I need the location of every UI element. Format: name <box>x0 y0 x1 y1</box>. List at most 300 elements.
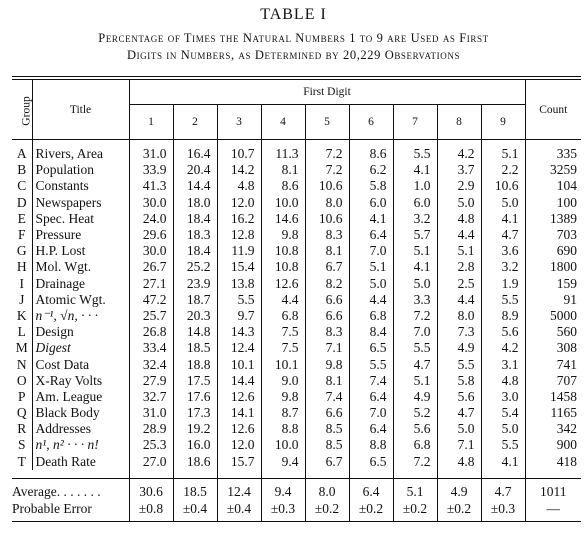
header-row-1 <box>12 80 581 105</box>
digit-4-percent: 9.8 <box>261 227 305 243</box>
row-count: 900 <box>556 437 577 453</box>
digit-3-percent: 12.4 <box>217 340 261 356</box>
digit-4-percent: 8.1 <box>261 162 305 178</box>
digit-7-percent: 4.9 <box>393 389 437 405</box>
table-row <box>12 373 581 389</box>
row-group-letter: H <box>12 259 32 275</box>
digit-header-6: 6 <box>349 105 393 140</box>
digit-3-percent: 14.4 <box>217 373 261 389</box>
group-header: Group <box>12 80 32 140</box>
digit-3-percent: 14.1 <box>217 405 261 421</box>
digit-8-percent: 7.3 <box>437 324 481 340</box>
digit-2-percent: 16.4 <box>173 146 217 162</box>
digit-8-percent: 3.7 <box>437 162 481 178</box>
digit-6-percent: 7.0 <box>349 243 393 259</box>
digit-6-percent: 5.8 <box>349 178 393 194</box>
digit-8-percent: 2.5 <box>437 276 481 292</box>
digit-2-percent: 23.9 <box>173 276 217 292</box>
average-row-digit-9: 4.7 <box>481 483 525 500</box>
digit-5-percent: 10.6 <box>305 178 349 194</box>
digit-8-percent: 4.2 <box>437 146 481 162</box>
digit-9-percent: 3.1 <box>481 356 525 372</box>
digit-1-percent: 30.0 <box>129 195 173 211</box>
digit-9-percent: 5.5 <box>481 292 525 308</box>
row-group-letter: M <box>12 340 32 356</box>
digit-7-percent: 5.1 <box>393 243 437 259</box>
table-row <box>12 259 581 275</box>
digit-7-percent: 5.5 <box>393 340 437 356</box>
table-row <box>12 356 581 372</box>
digit-2-percent: 14.8 <box>173 324 217 340</box>
row-count: 104 <box>556 178 577 194</box>
digit-9-percent: 10.6 <box>481 178 525 194</box>
table-row <box>12 276 581 292</box>
digit-1-percent: 32.7 <box>129 389 173 405</box>
digit-9-percent: 8.9 <box>481 308 525 324</box>
digit-9-percent: 5.0 <box>481 195 525 211</box>
digit-6-percent: 8.8 <box>349 437 393 453</box>
digit-7-percent: 6.8 <box>393 437 437 453</box>
digit-9-percent: 1.9 <box>481 276 525 292</box>
row-title: Spec. Heat <box>32 211 129 227</box>
digit-5-percent: 6.6 <box>305 308 349 324</box>
digit-9-percent: 2.2 <box>481 162 525 178</box>
digit-8-percent: 5.5 <box>437 356 481 372</box>
table-caption <box>8 30 579 64</box>
digit-1-percent: 28.9 <box>129 421 173 437</box>
row-count: 1165 <box>550 405 577 421</box>
digit-5-percent: 8.2 <box>305 276 349 292</box>
digit-2-percent: 20.3 <box>173 308 217 324</box>
digit-2-percent: 18.6 <box>173 454 217 470</box>
digit-3-percent: 11.9 <box>217 243 261 259</box>
digit-3-percent: 14.2 <box>217 162 261 178</box>
row-title: Addresses <box>32 421 129 437</box>
digit-2-percent: 17.3 <box>173 405 217 421</box>
table-row <box>12 389 581 405</box>
digit-7-percent: 5.6 <box>393 421 437 437</box>
digit-9-percent: 5.6 <box>481 324 525 340</box>
digit-header-3: 3 <box>217 105 261 140</box>
digit-9-percent: 4.2 <box>481 340 525 356</box>
table-row <box>12 421 581 437</box>
digit-1-percent: 47.2 <box>129 292 173 308</box>
digit-1-percent: 31.0 <box>129 146 173 162</box>
digit-3-percent: 12.8 <box>217 227 261 243</box>
digit-7-percent: 5.0 <box>393 276 437 292</box>
digit-6-percent: 7.0 <box>349 405 393 421</box>
digit-8-percent: 4.8 <box>437 211 481 227</box>
row-title: n⁻¹, √n, · · · <box>32 308 129 324</box>
probable-error-row-digit-5: ±0.2 <box>305 500 349 517</box>
digit-7-percent: 1.0 <box>393 178 437 194</box>
digit-8-percent: 5.6 <box>437 389 481 405</box>
digit-8-percent: 4.9 <box>437 340 481 356</box>
count-header: Count <box>539 103 568 116</box>
probable-error-row-digit-7: ±0.2 <box>393 500 437 517</box>
row-title: X-Ray Volts <box>32 373 129 389</box>
digit-4-percent: 8.7 <box>261 405 305 421</box>
digit-8-percent: 4.8 <box>437 454 481 470</box>
table-row <box>12 227 581 243</box>
digit-3-percent: 12.6 <box>217 389 261 405</box>
digit-9-percent: 5.1 <box>481 146 525 162</box>
row-count: 159 <box>556 275 577 291</box>
digit-2-percent: 18.5 <box>173 340 217 356</box>
row-title: Death Rate <box>32 454 129 470</box>
bottom-rule <box>12 517 581 522</box>
row-group-letter: T <box>12 454 32 470</box>
digit-5-percent: 6.6 <box>305 405 349 421</box>
row-title: Population <box>32 162 129 178</box>
row-group-letter: B <box>12 162 32 178</box>
digit-2-percent: 18.8 <box>173 356 217 372</box>
digit-4-percent: 10.1 <box>261 356 305 372</box>
average-row-digit-8: 4.9 <box>437 483 481 500</box>
table-row <box>12 340 581 356</box>
row-count: 1800 <box>550 259 577 275</box>
table-row <box>12 308 581 324</box>
digit-7-percent: 7.0 <box>393 324 437 340</box>
digit-header-7: 7 <box>393 105 437 140</box>
table-row <box>12 437 581 453</box>
table-row <box>12 243 581 259</box>
digit-8-percent: 5.8 <box>437 373 481 389</box>
digit-4-percent: 10.8 <box>261 259 305 275</box>
digit-5-percent: 6.7 <box>305 454 349 470</box>
table-row <box>12 195 581 211</box>
digit-1-percent: 26.7 <box>129 259 173 275</box>
table-row <box>12 178 581 194</box>
digit-8-percent: 8.0 <box>437 308 481 324</box>
probable-error-row-digit-8: ±0.2 <box>437 500 481 517</box>
row-count: 342 <box>556 421 577 437</box>
average-row-digit-4: 9.4 <box>261 483 305 500</box>
caption-line-2: Digits in Numbers, as Determined by 20,229 Observations <box>126 48 461 62</box>
digit-2-percent: 18.7 <box>173 292 217 308</box>
digit-header-5: 5 <box>305 105 349 140</box>
digit-5-percent: 7.4 <box>305 389 349 405</box>
digit-7-percent: 5.5 <box>393 146 437 162</box>
row-title: Digest <box>32 340 129 356</box>
digit-8-percent: 2.8 <box>437 259 481 275</box>
table-row <box>12 454 581 470</box>
digit-5-percent: 7.1 <box>305 340 349 356</box>
row-count: 707 <box>556 372 577 388</box>
digit-9-percent: 3.2 <box>481 259 525 275</box>
digit-4-percent: 12.6 <box>261 276 305 292</box>
digit-3-percent: 4.8 <box>217 178 261 194</box>
row-count: 1389 <box>550 210 577 226</box>
digit-6-percent: 6.5 <box>349 454 393 470</box>
digit-9-percent: 5.0 <box>481 421 525 437</box>
row-count: 741 <box>556 356 577 372</box>
digit-header-9: 9 <box>481 105 525 140</box>
digit-5-percent: 8.3 <box>305 324 349 340</box>
digit-6-percent: 6.2 <box>349 162 393 178</box>
digit-8-percent: 2.9 <box>437 178 481 194</box>
digit-2-percent: 18.3 <box>173 227 217 243</box>
row-group-letter: F <box>12 227 32 243</box>
probable-error-row-digit-2: ±0.4 <box>173 500 217 517</box>
digit-4-percent: 8.6 <box>261 178 305 194</box>
digit-8-percent: 4.4 <box>437 227 481 243</box>
digit-3-percent: 13.8 <box>217 276 261 292</box>
digit-5-percent: 9.8 <box>305 356 349 372</box>
row-title: Pressure <box>32 227 129 243</box>
first-digit-table <box>12 76 581 522</box>
row-group-letter: C <box>12 178 32 194</box>
digit-1-percent: 30.0 <box>129 243 173 259</box>
table-row <box>12 146 581 162</box>
digit-1-percent: 31.0 <box>129 405 173 421</box>
average-row-label: Average. . . . . . . <box>12 483 129 500</box>
row-title: Drainage <box>32 276 129 292</box>
digit-3-percent: 12.6 <box>217 421 261 437</box>
digit-1-percent: 33.4 <box>129 340 173 356</box>
probable-error-row-digit-4: ±0.3 <box>261 500 305 517</box>
row-group-letter: A <box>12 146 32 162</box>
row-group-letter: S <box>12 437 32 453</box>
digit-5-percent: 8.1 <box>305 243 349 259</box>
digit-3-percent: 15.7 <box>217 454 261 470</box>
digit-3-percent: 12.0 <box>217 195 261 211</box>
digit-2-percent: 17.6 <box>173 389 217 405</box>
digit-3-percent: 12.0 <box>217 437 261 453</box>
digit-5-percent: 8.1 <box>305 373 349 389</box>
digit-2-percent: 18.4 <box>173 243 217 259</box>
digit-6-percent: 5.0 <box>349 276 393 292</box>
digit-4-percent: 6.8 <box>261 308 305 324</box>
digit-5-percent: 8.3 <box>305 227 349 243</box>
digit-7-percent: 5.1 <box>393 373 437 389</box>
digit-6-percent: 7.4 <box>349 373 393 389</box>
row-group-letter: D <box>12 195 32 211</box>
digit-header-2: 2 <box>173 105 217 140</box>
row-group-letter: J <box>12 292 32 308</box>
average-row-digit-3: 12.4 <box>217 483 261 500</box>
digit-7-percent: 5.7 <box>393 227 437 243</box>
digit-4-percent: 9.4 <box>261 454 305 470</box>
digit-6-percent: 4.1 <box>349 211 393 227</box>
digit-6-percent: 6.4 <box>349 227 393 243</box>
digit-3-percent: 10.7 <box>217 146 261 162</box>
average-row <box>12 483 581 500</box>
digit-4-percent: 10.0 <box>261 195 305 211</box>
digit-8-percent: 5.1 <box>437 243 481 259</box>
digit-2-percent: 17.5 <box>173 373 217 389</box>
digit-1-percent: 26.8 <box>129 324 173 340</box>
row-count: 3259 <box>550 162 577 178</box>
digit-1-percent: 24.0 <box>129 211 173 227</box>
digit-4-percent: 7.5 <box>261 340 305 356</box>
digit-2-percent: 18.0 <box>173 195 217 211</box>
digit-4-percent: 11.3 <box>261 146 305 162</box>
digit-6-percent: 6.8 <box>349 308 393 324</box>
digit-9-percent: 4.7 <box>481 227 525 243</box>
probable-error-row-digit-3: ±0.4 <box>217 500 261 517</box>
probable-error-row-digit-6: ±0.2 <box>349 500 393 517</box>
row-group-letter: K <box>12 308 32 324</box>
table-row <box>12 324 581 340</box>
digit-3-percent: 5.5 <box>217 292 261 308</box>
digit-1-percent: 27.9 <box>129 373 173 389</box>
digit-2-percent: 25.2 <box>173 259 217 275</box>
digit-9-percent: 3.6 <box>481 243 525 259</box>
row-title: Black Body <box>32 405 129 421</box>
average-row-digit-1: 30.6 <box>129 483 173 500</box>
digit-9-percent: 4.1 <box>481 211 525 227</box>
digit-header-4: 4 <box>261 105 305 140</box>
digit-4-percent: 9.8 <box>261 389 305 405</box>
digit-2-percent: 19.2 <box>173 421 217 437</box>
digit-1-percent: 25.7 <box>129 308 173 324</box>
digit-8-percent: 4.4 <box>437 292 481 308</box>
row-count: 703 <box>556 227 577 243</box>
first-digit-header: First Digit <box>129 80 525 105</box>
digit-5-percent: 10.6 <box>305 211 349 227</box>
average-row-digit-6: 6.4 <box>349 483 393 500</box>
average-row-digit-7: 5.1 <box>393 483 437 500</box>
row-group-letter: O <box>12 373 32 389</box>
digit-7-percent: 4.7 <box>393 356 437 372</box>
digit-3-percent: 10.1 <box>217 356 261 372</box>
table-row <box>12 405 581 421</box>
probable-error-row-count: — <box>546 500 560 516</box>
digit-3-percent: 16.2 <box>217 211 261 227</box>
digit-8-percent: 5.0 <box>437 195 481 211</box>
digit-6-percent: 6.4 <box>349 421 393 437</box>
row-title: Constants <box>32 178 129 194</box>
row-count: 335 <box>556 146 577 162</box>
digit-7-percent: 7.2 <box>393 308 437 324</box>
table-row <box>12 292 581 308</box>
row-count: 418 <box>556 453 577 469</box>
summary-separator <box>12 470 581 479</box>
table-row <box>12 162 581 178</box>
digit-2-percent: 14.4 <box>173 178 217 194</box>
digit-4-percent: 4.4 <box>261 292 305 308</box>
row-title: Atomic Wgt. <box>32 292 129 308</box>
digit-9-percent: 5.5 <box>481 437 525 453</box>
digit-4-percent: 8.8 <box>261 421 305 437</box>
digit-5-percent: 8.5 <box>305 437 349 453</box>
average-row-digit-2: 18.5 <box>173 483 217 500</box>
digit-4-percent: 9.0 <box>261 373 305 389</box>
row-title: Cost Data <box>32 356 129 372</box>
digit-3-percent: 15.4 <box>217 259 261 275</box>
average-row-count: 1011 <box>540 483 567 499</box>
digit-6-percent: 8.6 <box>349 146 393 162</box>
digit-1-percent: 27.1 <box>129 276 173 292</box>
row-title: H.P. Lost <box>32 243 129 259</box>
digit-header-1: 1 <box>129 105 173 140</box>
row-group-letter: R <box>12 421 32 437</box>
digit-7-percent: 3.3 <box>393 292 437 308</box>
digit-5-percent: 6.6 <box>305 292 349 308</box>
digit-4-percent: 10.0 <box>261 437 305 453</box>
digit-1-percent: 32.4 <box>129 356 173 372</box>
row-group-letter: P <box>12 389 32 405</box>
probable-error-row-digit-1: ±0.8 <box>129 500 173 517</box>
row-title: Mol. Wgt. <box>32 259 129 275</box>
row-count: 91 <box>563 291 577 307</box>
digit-6-percent: 4.4 <box>349 292 393 308</box>
probable-error-row-label: Probable Error <box>12 500 129 517</box>
digit-1-percent: 27.0 <box>129 454 173 470</box>
caption-line-1: Percentage of Times the Natural Numbers 1 to 9 are Used as First <box>98 31 489 45</box>
table-row <box>12 211 581 227</box>
digit-1-percent: 29.6 <box>129 227 173 243</box>
probable-error-row <box>12 500 581 517</box>
digit-4-percent: 14.6 <box>261 211 305 227</box>
digit-5-percent: 6.7 <box>305 259 349 275</box>
row-count: 100 <box>556 194 577 210</box>
digit-5-percent: 8.5 <box>305 421 349 437</box>
row-group-letter: N <box>12 356 32 372</box>
digit-9-percent: 4.8 <box>481 373 525 389</box>
row-title: n¹, n² · · · n! <box>32 437 129 453</box>
digit-8-percent: 5.0 <box>437 421 481 437</box>
digit-4-percent: 10.8 <box>261 243 305 259</box>
row-count: 690 <box>556 243 577 259</box>
digit-9-percent: 3.0 <box>481 389 525 405</box>
digit-6-percent: 8.4 <box>349 324 393 340</box>
digit-8-percent: 4.7 <box>437 405 481 421</box>
digit-4-percent: 7.5 <box>261 324 305 340</box>
digit-7-percent: 7.2 <box>393 454 437 470</box>
average-row-digit-5: 8.0 <box>305 483 349 500</box>
row-count: 560 <box>556 324 577 340</box>
digit-1-percent: 41.3 <box>129 178 173 194</box>
digit-3-percent: 14.3 <box>217 324 261 340</box>
digit-7-percent: 6.0 <box>393 195 437 211</box>
row-count: 1458 <box>550 388 577 404</box>
row-title: Newspapers <box>32 195 129 211</box>
digit-6-percent: 6.5 <box>349 340 393 356</box>
digit-9-percent: 4.1 <box>481 454 525 470</box>
digit-3-percent: 9.7 <box>217 308 261 324</box>
digit-6-percent: 5.5 <box>349 356 393 372</box>
digit-2-percent: 16.0 <box>173 437 217 453</box>
row-group-letter: L <box>12 324 32 340</box>
row-title: Design <box>32 324 129 340</box>
row-count: 308 <box>556 340 577 356</box>
digit-5-percent: 7.2 <box>305 162 349 178</box>
row-title: Am. League <box>32 389 129 405</box>
digit-1-percent: 33.9 <box>129 162 173 178</box>
digit-7-percent: 4.1 <box>393 162 437 178</box>
digit-6-percent: 5.1 <box>349 259 393 275</box>
digit-1-percent: 25.3 <box>129 437 173 453</box>
digit-6-percent: 6.4 <box>349 389 393 405</box>
row-group-letter: G <box>12 243 32 259</box>
digit-7-percent: 4.1 <box>393 259 437 275</box>
table-label: TABLE I <box>260 6 327 23</box>
digit-5-percent: 8.0 <box>305 195 349 211</box>
digit-8-percent: 7.1 <box>437 437 481 453</box>
digit-2-percent: 20.4 <box>173 162 217 178</box>
title-header: Title <box>32 80 129 140</box>
probable-error-row-digit-9: ±0.3 <box>481 500 525 517</box>
row-count: 5000 <box>550 307 577 323</box>
digit-7-percent: 5.2 <box>393 405 437 421</box>
digit-6-percent: 6.0 <box>349 195 393 211</box>
digit-7-percent: 3.2 <box>393 211 437 227</box>
digit-5-percent: 7.2 <box>305 146 349 162</box>
digit-9-percent: 5.4 <box>481 405 525 421</box>
row-group-letter: I <box>12 276 32 292</box>
